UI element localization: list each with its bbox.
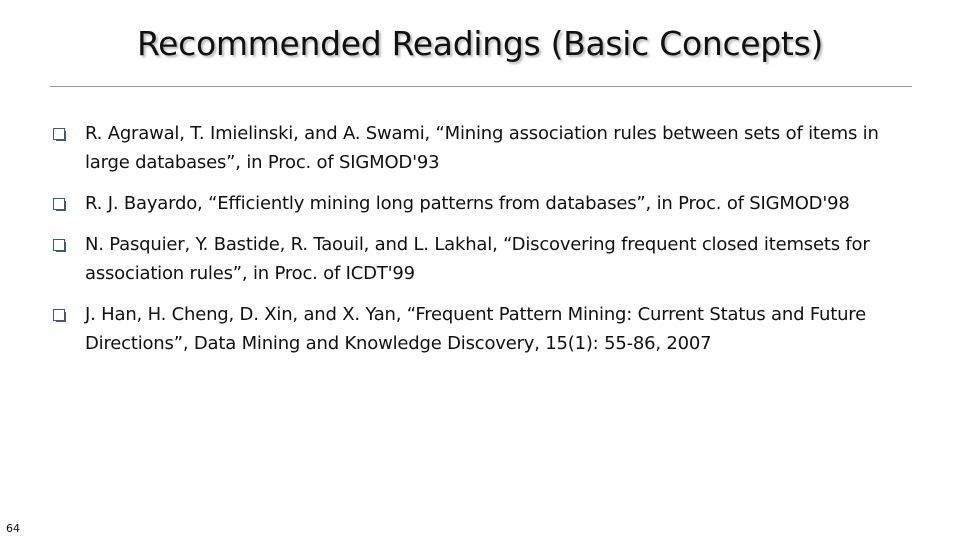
reference-item: [52, 230, 912, 288]
square-bullet-icon: [53, 128, 67, 142]
slide-title: Recommended Readings (Basic Concepts): [136, 24, 824, 63]
reference-list: [52, 119, 912, 370]
reference-item: [52, 189, 912, 218]
reference-text: R. J. Bayardo, “Efficiently mining long patterns from databases”, in Proc. of SIGMOD'98: [85, 193, 850, 214]
square-bullet-icon: [53, 198, 67, 212]
square-bullet-icon: [53, 239, 67, 253]
reference-text: N. Pasquier, Y. Bastide, R. Taouil, and L. Lakhal, “Discovering frequent closed itemsets for association rules”, in Proc. of ICDT'99: [85, 234, 870, 284]
reference-text: J. Han, H. Cheng, D. Xin, and X. Yan, “Frequent Pattern Mining: Current Status and Future Directions”, Data Mining and Knowledge Discovery, 15(1): 55-86, 2007: [85, 304, 866, 354]
reference-item: [52, 119, 912, 177]
reference-text: R. Agrawal, T. Imielinski, and A. Swami, “Mining association rules between sets of items in large databases”, in Proc. of SIGMOD'93: [85, 123, 879, 173]
reference-item: [52, 300, 912, 358]
page-number: 64: [6, 522, 20, 535]
square-bullet-icon: [53, 309, 67, 323]
title-divider: [50, 86, 912, 87]
